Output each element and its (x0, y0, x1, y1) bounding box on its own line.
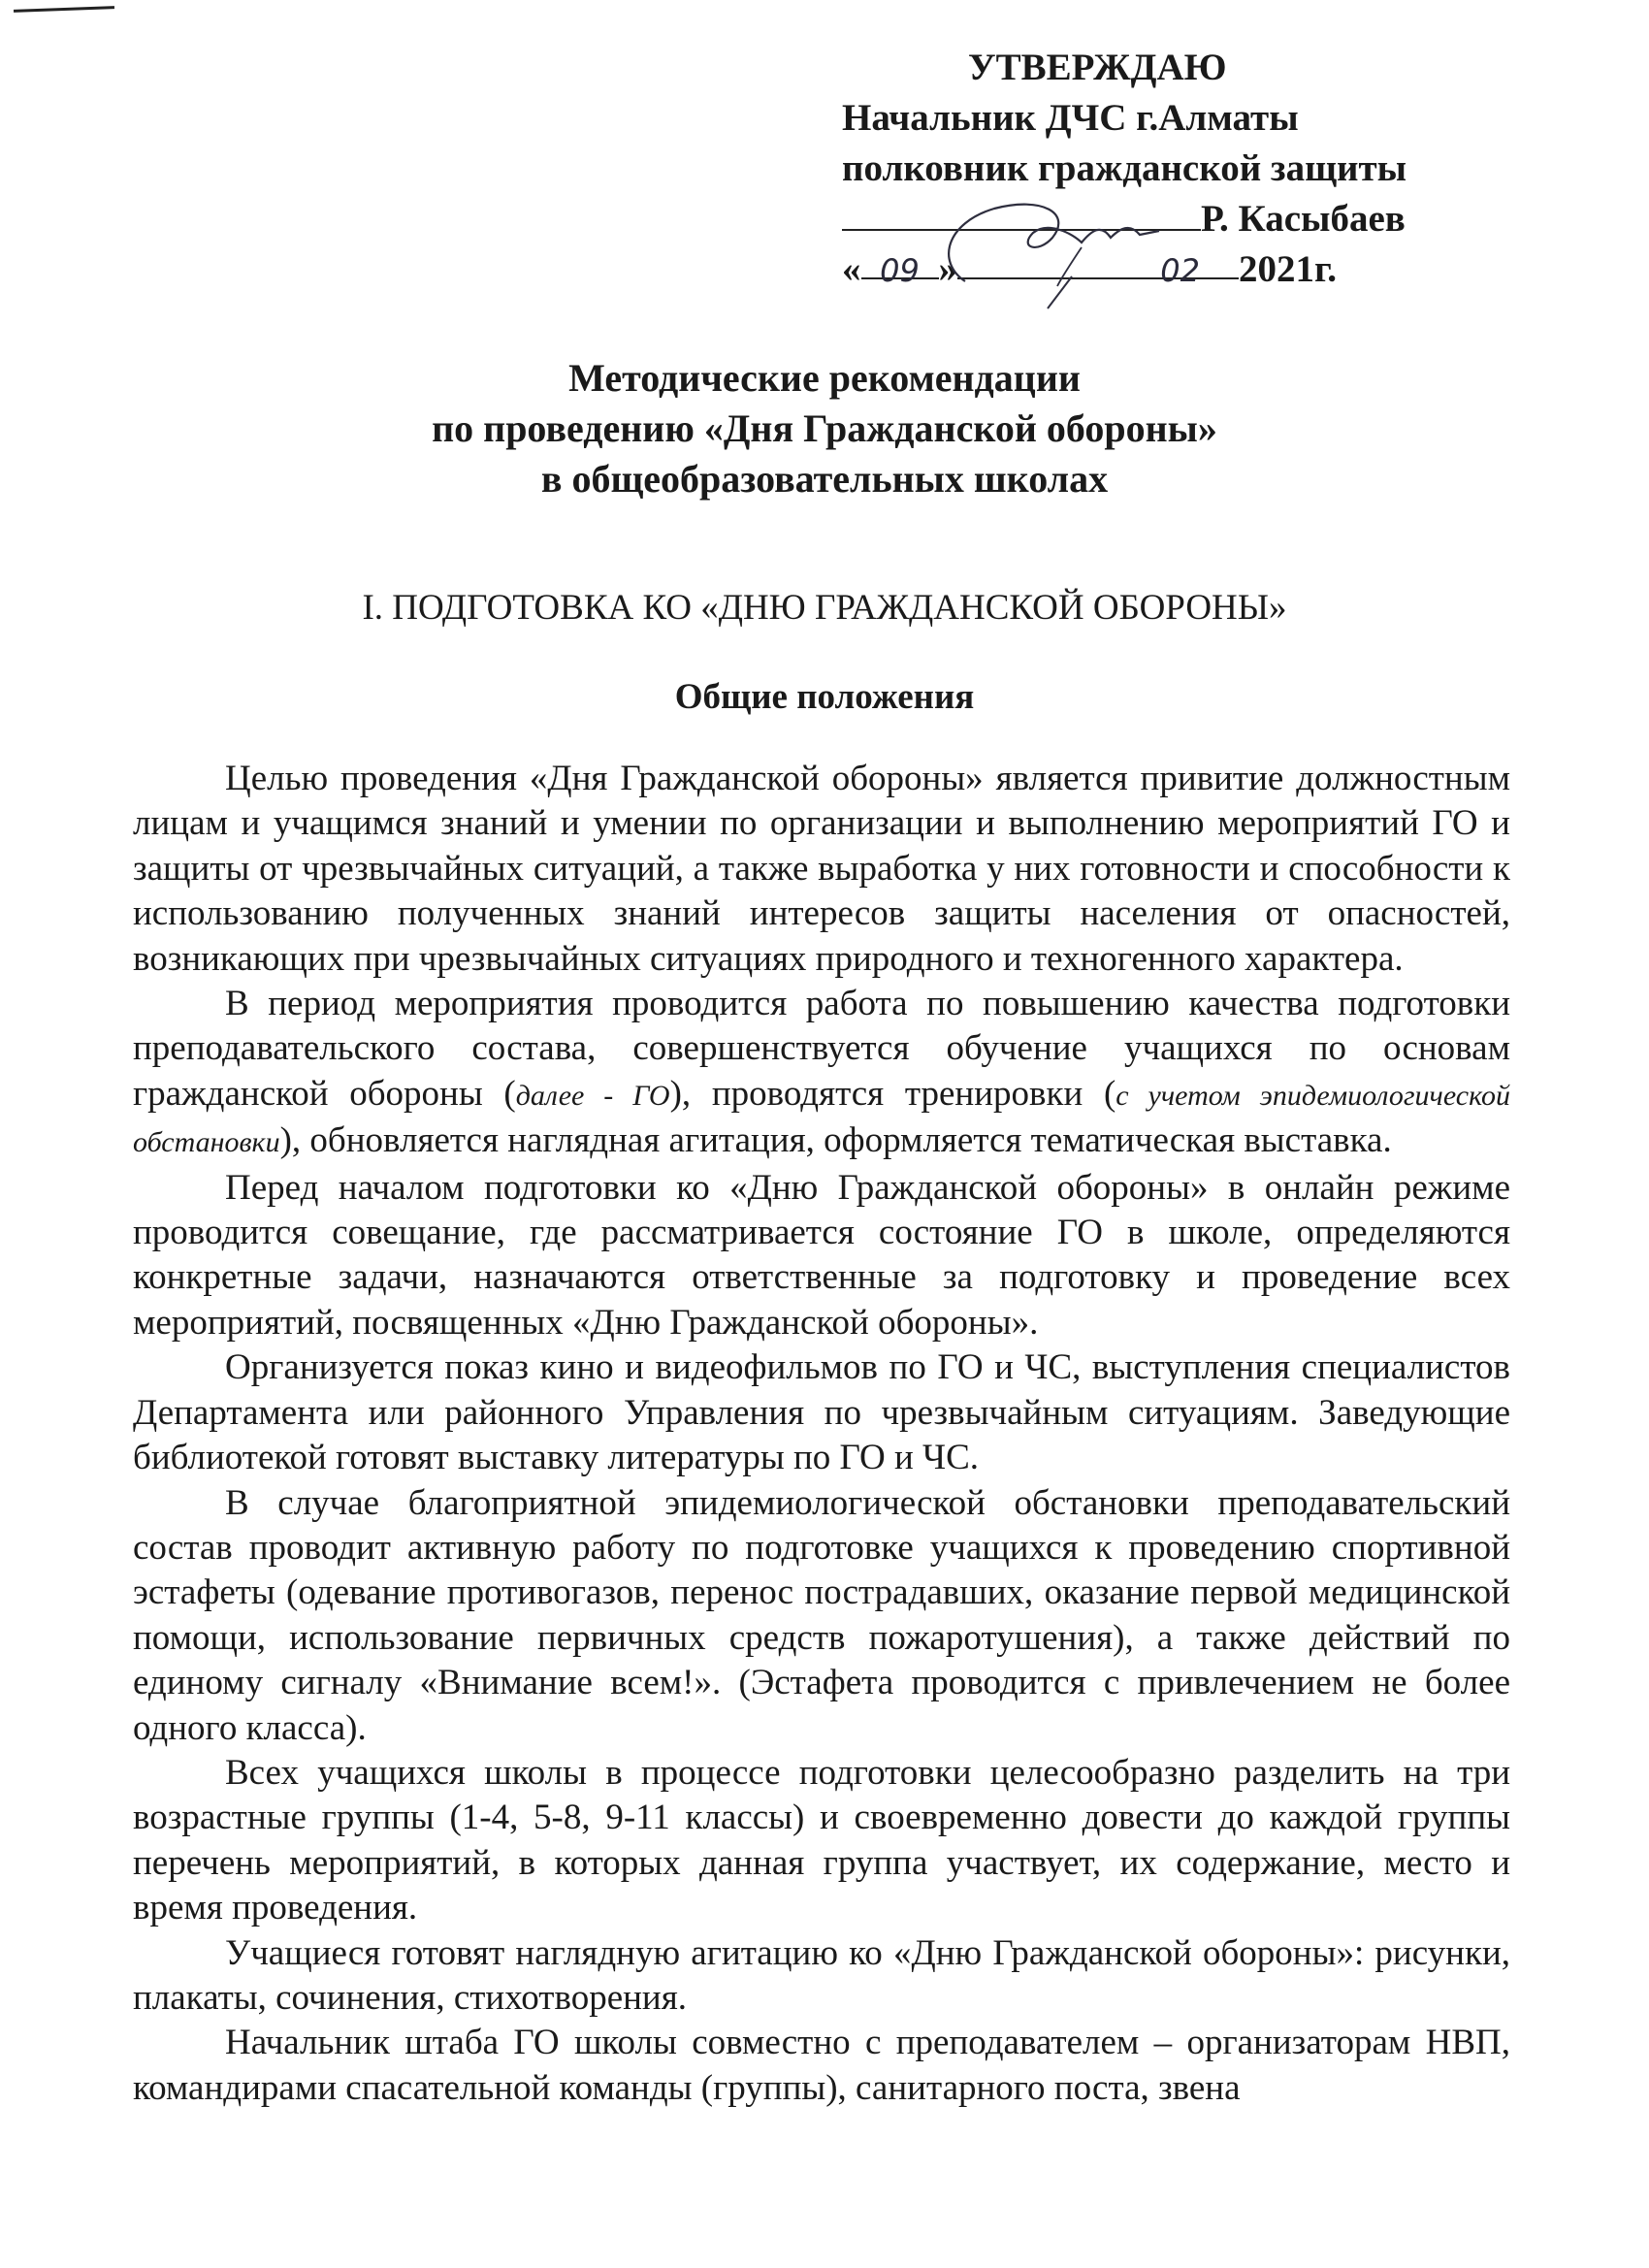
subsection-heading: Общие положения (674, 677, 975, 717)
date-month-value: 02 (1160, 252, 1200, 289)
document-title-line-2: по проведению «Дня Гражданской обороны» (432, 406, 1217, 450)
date-day-value: 09 (880, 252, 920, 289)
paragraph-meeting: Перед началом подготовки ко «Дню Гражданской обороны» в онлайн режиме проводится совещание, где рассматривается состояние ГО в школе, определяются конкретные задачи, назначаются ответственные за подготовку и проведение всех мероприятий, посвященных «Дню Гражданской обороны». (133, 1167, 1510, 1343)
paragraph-training-note-go: далее - ГО (515, 1079, 670, 1112)
paragraph-age-groups: Всех учащихся школы в процессе подготовки целесообразно разделить на три возрастные группы (1-4, 5-8, 9-11 классы) и своевременно довести до каждой группы перечень мероприятий, в которых данная группа участвует, их содержание, место и время проведения. (133, 1752, 1510, 1928)
date-close-quote: » (938, 248, 957, 290)
date-year: 2021г. (1239, 248, 1338, 290)
paragraph-films: Организуется показ кино и видеофильмов по ГО и ЧС, выступления специалистов Департамента или районного Управления по чрезвычайным ситуациям. Заведующие библиотекой готовят выставку литературы по ГО и ЧС. (133, 1347, 1510, 1478)
paragraph-training-text-c: ), проводятся тренировки ( (669, 1073, 1116, 1114)
scan-edge-mark (14, 6, 114, 13)
paragraph-relay: В случае благоприятной эпидемиологической обстановки преподавательский состав проводит активную работу по подготовке учащихся к проведению спортивной эстафеты (одевание противогазов, перенос пострадавших, оказание первой медицинской помощи, использование первичных средств пожаротушения), а также действий по единому сигналу «Внимание всем!». (Эстафета проводится с привлечением не более одного класса). (133, 1482, 1510, 1748)
signatory-name: Р. Касыбаев (1201, 198, 1406, 240)
paragraph-staff: Начальник штаба ГО школы совместно с преподавателем – организаторам НВП, командирами спасательной команды (группы), санитарного поста, звена (133, 2023, 1510, 2108)
document-title-line-1: Методические рекомендации (568, 356, 1081, 400)
document-title-line-3: в общеобразовательных школах (540, 457, 1109, 501)
date-open-quote: « (842, 248, 861, 290)
paragraph-training-text-a: В период мероприятия проводится работа по повышению качества подготовки преподавательского состава, совершенствуется обучение учащихся по основам гражданской обороны ( (133, 984, 1510, 1114)
handwritten-signature (926, 194, 1246, 310)
paragraph-goal: Целью проведения «Дня Гражданской обороны» является привитие должностным лицам и учащимся знаний и умении по организации и выполнению мероприятий ГО и защиты от чрезвычайных ситуаций, а также выработка у них готовности и способности к использованию полученных знаний интересов защиты населения от опасностей, возникающих при чрезвычайных ситуациях природного и техногенного характера. (133, 759, 1510, 979)
document-body (133, 757, 1510, 2111)
paragraph-training (133, 982, 1510, 1166)
approval-position-line-1: Начальник ДЧС г.Алматы (842, 97, 1299, 139)
paragraph-training-text-e: ), обновляется наглядная агитация, оформляется тематическая выставка. (279, 1120, 1392, 1161)
approval-title: УТВЕРЖДАЮ (968, 47, 1227, 88)
paragraph-training-note-epidemic: с учетом эпидемиологической обстановки (133, 1079, 1510, 1159)
paragraph-agitation: Учащиеся готовят наглядную агитацию ко «Дню Гражданской обороны»: рисунки, плакаты, сочинения, стихотворения. (133, 1932, 1510, 2018)
approval-position-line-2: полковник гражданской защиты (842, 147, 1407, 189)
section-heading: I. ПОДГОТОВКА КО «ДНЮ ГРАЖДАНСКОЙ ОБОРОНЫ» (362, 588, 1287, 628)
document-title (0, 353, 1649, 504)
